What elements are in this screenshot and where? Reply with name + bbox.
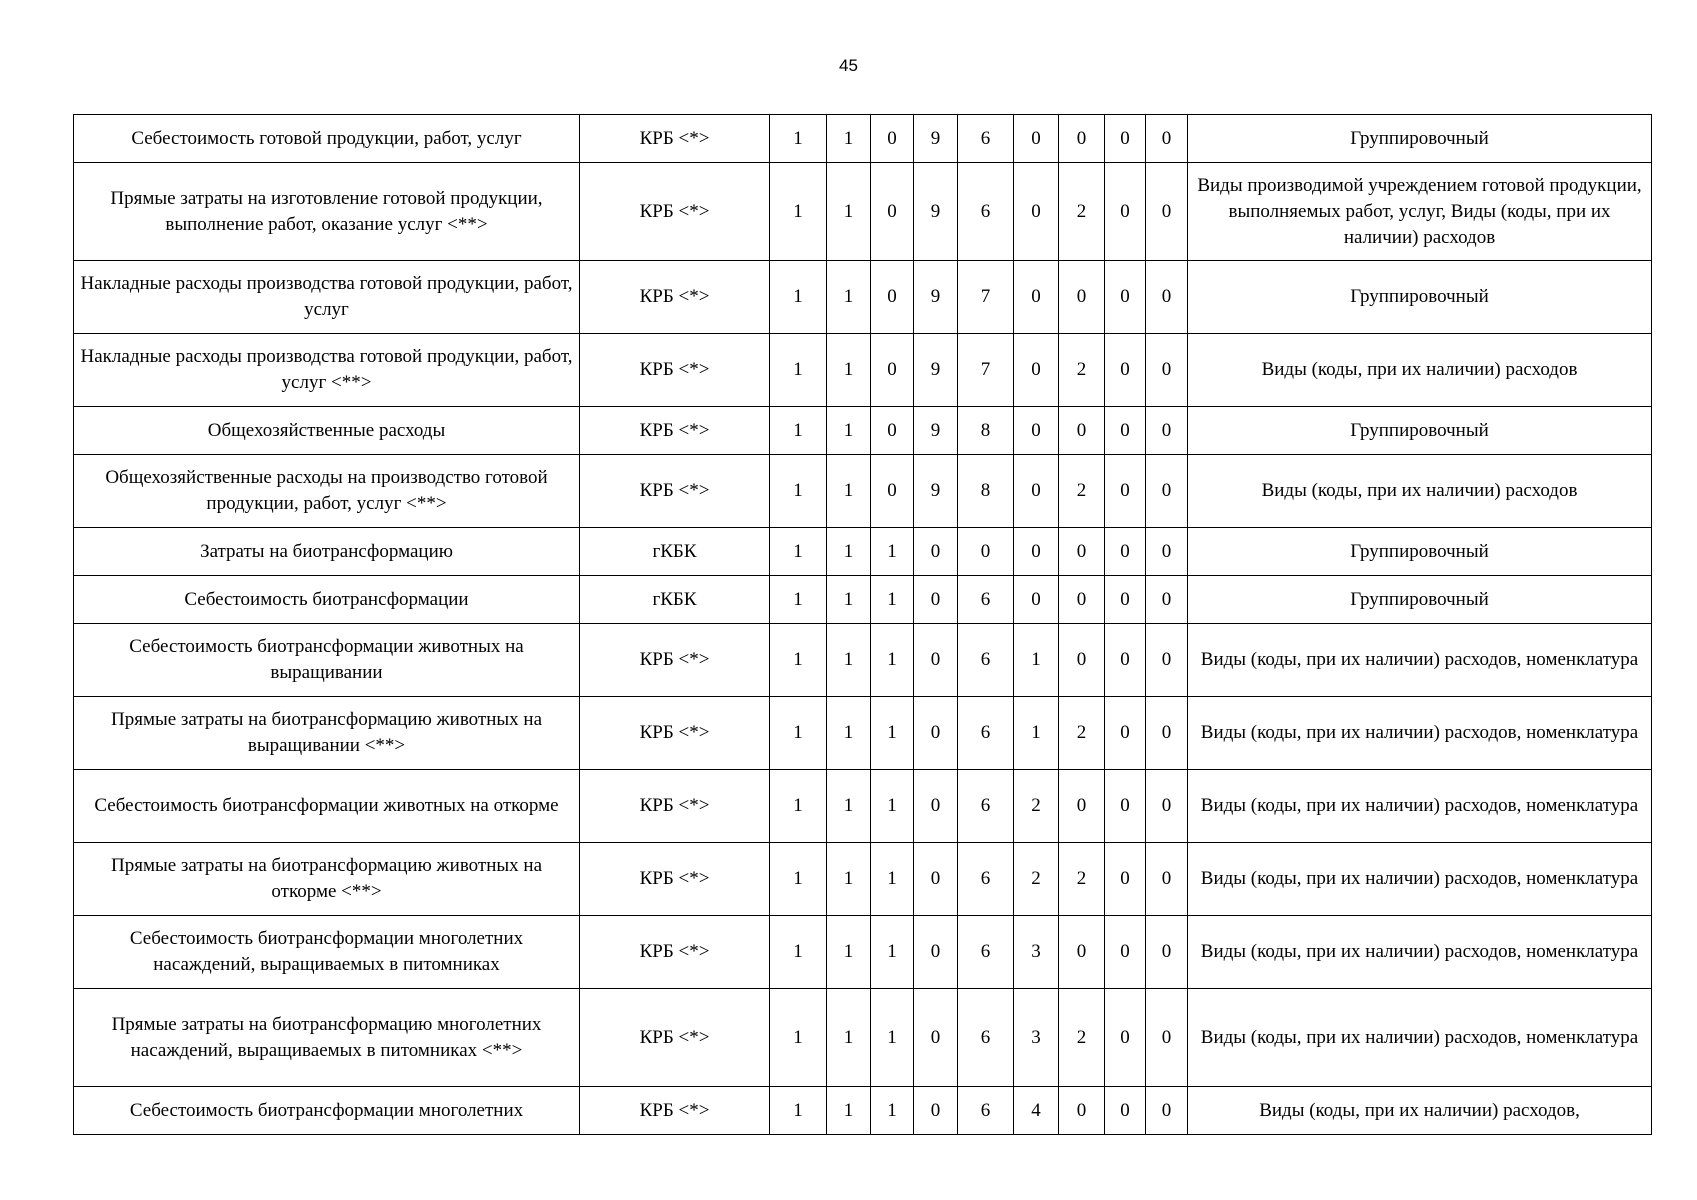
account-digit-cell: 0	[1105, 528, 1146, 576]
account-name-cell: Прямые затраты на изготовление готовой продукции, выполнение работ, оказание услуг <**>	[74, 163, 580, 261]
account-digit-cell: 1	[827, 334, 871, 407]
account-digit-cell: 1	[770, 1087, 827, 1135]
account-digit-cell: 1	[871, 843, 914, 916]
account-digit-cell: 2	[1059, 697, 1105, 770]
account-digit-cell: 0	[1146, 624, 1188, 697]
account-digit-cell: 2	[1059, 989, 1105, 1087]
account-digit-cell: 0	[1146, 407, 1188, 455]
analytics-cell: Виды (коды, при их наличии) расходов, номенклатура	[1188, 770, 1652, 843]
account-digit-cell: 1	[770, 843, 827, 916]
account-digit-cell: 6	[958, 770, 1014, 843]
account-digit-cell: 0	[1059, 1087, 1105, 1135]
analytics-cell: Виды производимой учреждением готовой продукции, выполняемых работ, услуг, Виды (коды, при их наличии) расходов	[1188, 163, 1652, 261]
table-row	[74, 261, 1652, 334]
analytics-cell: Группировочный	[1188, 528, 1652, 576]
account-digit-cell: 0	[871, 115, 914, 163]
analytics-cell: Виды (коды, при их наличии) расходов, номенклатура	[1188, 989, 1652, 1087]
account-digit-cell: 0	[1105, 407, 1146, 455]
table-row	[74, 770, 1652, 843]
account-digit-cell: 0	[1146, 163, 1188, 261]
table-row	[74, 115, 1652, 163]
account-digit-cell: 1	[770, 115, 827, 163]
code-type-cell: КРБ <*>	[580, 261, 770, 334]
analytics-cell: Виды (коды, при их наличии) расходов, номенклатура	[1188, 843, 1652, 916]
account-digit-cell: 0	[871, 407, 914, 455]
account-digit-cell: 0	[1105, 576, 1146, 624]
table-row	[74, 576, 1652, 624]
account-name-cell: Себестоимость готовой продукции, работ, услуг	[74, 115, 580, 163]
account-digit-cell: 6	[958, 697, 1014, 770]
account-digit-cell: 7	[958, 261, 1014, 334]
account-digit-cell: 0	[1146, 455, 1188, 528]
account-digit-cell: 2	[1014, 843, 1059, 916]
account-digit-cell: 6	[958, 163, 1014, 261]
account-digit-cell: 1	[770, 261, 827, 334]
account-digit-cell: 1	[827, 163, 871, 261]
account-digit-cell: 9	[914, 407, 958, 455]
account-digit-cell: 0	[1105, 163, 1146, 261]
account-digit-cell: 0	[1105, 624, 1146, 697]
account-digit-cell: 1	[770, 334, 827, 407]
account-digit-cell: 0	[1105, 455, 1146, 528]
account-digit-cell: 1	[827, 261, 871, 334]
account-digit-cell: 0	[1105, 261, 1146, 334]
account-digit-cell: 9	[914, 115, 958, 163]
account-digit-cell: 0	[1014, 576, 1059, 624]
analytics-cell: Группировочный	[1188, 261, 1652, 334]
account-digit-cell: 9	[914, 163, 958, 261]
account-digit-cell: 1	[827, 1087, 871, 1135]
account-name-cell: Прямые затраты на биотрансформацию животных на откорме <**>	[74, 843, 580, 916]
table-row	[74, 1087, 1652, 1135]
account-digit-cell: 0	[1146, 770, 1188, 843]
account-digit-cell: 0	[1059, 916, 1105, 989]
account-digit-cell: 2	[1059, 163, 1105, 261]
account-digit-cell: 0	[871, 261, 914, 334]
account-digit-cell: 0	[1146, 1087, 1188, 1135]
account-digit-cell: 0	[1146, 697, 1188, 770]
account-digit-cell: 1	[770, 916, 827, 989]
account-digit-cell: 0	[914, 1087, 958, 1135]
account-digit-cell: 1	[871, 697, 914, 770]
account-digit-cell: 0	[1105, 1087, 1146, 1135]
account-name-cell: Накладные расходы производства готовой продукции, работ, услуг <**>	[74, 334, 580, 407]
account-digit-cell: 6	[958, 843, 1014, 916]
account-digit-cell: 1	[770, 624, 827, 697]
account-digit-cell: 0	[1014, 528, 1059, 576]
account-digit-cell: 6	[958, 989, 1014, 1087]
account-digit-cell: 9	[914, 334, 958, 407]
account-digit-cell: 6	[958, 916, 1014, 989]
account-digit-cell: 6	[958, 1087, 1014, 1135]
analytics-cell: Виды (коды, при их наличии) расходов, номенклатура	[1188, 697, 1652, 770]
account-digit-cell: 0	[914, 576, 958, 624]
account-digit-cell: 1	[827, 916, 871, 989]
account-digit-cell: 0	[1146, 576, 1188, 624]
account-digit-cell: 0	[1014, 261, 1059, 334]
account-digit-cell: 0	[1105, 843, 1146, 916]
account-digit-cell: 1	[871, 624, 914, 697]
account-name-cell: Себестоимость биотрансформации животных на выращивании	[74, 624, 580, 697]
analytics-cell: Виды (коды, при их наличии) расходов, номенклатура	[1188, 916, 1652, 989]
account-name-cell: Прямые затраты на биотрансформацию животных на выращивании <**>	[74, 697, 580, 770]
account-digit-cell: 9	[914, 261, 958, 334]
code-type-cell: КРБ <*>	[580, 989, 770, 1087]
account-digit-cell: 1	[770, 407, 827, 455]
table-row	[74, 989, 1652, 1087]
account-digit-cell: 0	[871, 334, 914, 407]
account-name-cell: Себестоимость биотрансформации	[74, 576, 580, 624]
analytics-cell: Группировочный	[1188, 576, 1652, 624]
account-digit-cell: 0	[914, 770, 958, 843]
analytics-cell: Виды (коды, при их наличии) расходов	[1188, 455, 1652, 528]
code-type-cell: КРБ <*>	[580, 163, 770, 261]
account-digit-cell: 0	[1014, 115, 1059, 163]
table-row	[74, 697, 1652, 770]
account-digit-cell: 1	[827, 407, 871, 455]
analytics-cell: Группировочный	[1188, 407, 1652, 455]
account-digit-cell: 0	[1014, 455, 1059, 528]
table-row	[74, 407, 1652, 455]
account-digit-cell: 1	[827, 455, 871, 528]
account-name-cell: Затраты на биотрансформацию	[74, 528, 580, 576]
table-row	[74, 624, 1652, 697]
table-row	[74, 916, 1652, 989]
analytics-cell: Виды (коды, при их наличии) расходов, номенклатура	[1188, 624, 1652, 697]
account-name-cell: Общехозяйственные расходы на производство готовой продукции, работ, услуг <**>	[74, 455, 580, 528]
code-type-cell: КРБ <*>	[580, 843, 770, 916]
account-digit-cell: 1	[827, 624, 871, 697]
account-digit-cell: 1	[770, 528, 827, 576]
account-digit-cell: 1	[827, 989, 871, 1087]
account-digit-cell: 1	[827, 843, 871, 916]
account-name-cell: Накладные расходы производства готовой продукции, работ, услуг	[74, 261, 580, 334]
account-digit-cell: 2	[1059, 334, 1105, 407]
account-digit-cell: 1	[871, 528, 914, 576]
account-digit-cell: 7	[958, 334, 1014, 407]
account-name-cell: Себестоимость биотрансформации многолетних	[74, 1087, 580, 1135]
table-row	[74, 843, 1652, 916]
account-digit-cell: 0	[1146, 843, 1188, 916]
account-name-cell: Прямые затраты на биотрансформацию многолетних насаждений, выращиваемых в питомниках <**>	[74, 989, 580, 1087]
accounts-table	[73, 114, 1652, 1135]
account-name-cell: Себестоимость биотрансформации многолетних насаждений, выращиваемых в питомниках	[74, 916, 580, 989]
account-digit-cell: 1	[770, 770, 827, 843]
account-digit-cell: 2	[1059, 455, 1105, 528]
account-digit-cell: 0	[1146, 115, 1188, 163]
code-type-cell: гКБК	[580, 576, 770, 624]
page-number: 45	[839, 56, 858, 75]
account-digit-cell: 1	[827, 697, 871, 770]
account-digit-cell: 2	[1059, 843, 1105, 916]
account-digit-cell: 6	[958, 115, 1014, 163]
account-digit-cell: 1	[871, 576, 914, 624]
account-digit-cell: 0	[1146, 989, 1188, 1087]
account-digit-cell: 1	[1014, 624, 1059, 697]
account-digit-cell: 1	[770, 576, 827, 624]
account-digit-cell: 0	[914, 624, 958, 697]
account-digit-cell: 2	[1014, 770, 1059, 843]
account-digit-cell: 0	[914, 989, 958, 1087]
account-digit-cell: 8	[958, 455, 1014, 528]
table-row	[74, 334, 1652, 407]
code-type-cell: КРБ <*>	[580, 624, 770, 697]
account-name-cell: Общехозяйственные расходы	[74, 407, 580, 455]
account-digit-cell: 1	[827, 115, 871, 163]
account-digit-cell: 9	[914, 455, 958, 528]
account-digit-cell: 0	[1146, 916, 1188, 989]
account-digit-cell: 1	[770, 697, 827, 770]
account-digit-cell: 1	[1014, 697, 1059, 770]
account-digit-cell: 0	[914, 916, 958, 989]
account-digit-cell: 6	[958, 576, 1014, 624]
code-type-cell: КРБ <*>	[580, 115, 770, 163]
account-digit-cell: 0	[1059, 624, 1105, 697]
account-digit-cell: 1	[827, 576, 871, 624]
code-type-cell: КРБ <*>	[580, 455, 770, 528]
account-digit-cell: 1	[827, 770, 871, 843]
account-digit-cell: 0	[1146, 528, 1188, 576]
account-digit-cell: 1	[871, 916, 914, 989]
account-digit-cell: 0	[1105, 916, 1146, 989]
account-digit-cell: 0	[1014, 407, 1059, 455]
table-row	[74, 163, 1652, 261]
account-digit-cell: 0	[1059, 115, 1105, 163]
account-digit-cell: 0	[1059, 528, 1105, 576]
account-digit-cell: 1	[871, 1087, 914, 1135]
account-digit-cell: 0	[871, 455, 914, 528]
account-digit-cell: 0	[1059, 576, 1105, 624]
table-row	[74, 528, 1652, 576]
analytics-cell: Виды (коды, при их наличии) расходов,	[1188, 1087, 1652, 1135]
account-digit-cell: 0	[1146, 334, 1188, 407]
account-digit-cell: 0	[958, 528, 1014, 576]
account-digit-cell: 1	[770, 455, 827, 528]
analytics-cell: Виды (коды, при их наличии) расходов	[1188, 334, 1652, 407]
code-type-cell: КРБ <*>	[580, 770, 770, 843]
code-type-cell: КРБ <*>	[580, 407, 770, 455]
account-digit-cell: 1	[770, 989, 827, 1087]
account-digit-cell: 0	[1059, 407, 1105, 455]
code-type-cell: КРБ <*>	[580, 1087, 770, 1135]
account-digit-cell: 3	[1014, 989, 1059, 1087]
account-digit-cell: 1	[871, 770, 914, 843]
account-digit-cell: 1	[770, 163, 827, 261]
account-digit-cell: 3	[1014, 916, 1059, 989]
account-digit-cell: 0	[914, 528, 958, 576]
code-type-cell: КРБ <*>	[580, 334, 770, 407]
account-digit-cell: 0	[1059, 770, 1105, 843]
account-digit-cell: 1	[827, 528, 871, 576]
table-row	[74, 455, 1652, 528]
analytics-cell: Группировочный	[1188, 115, 1652, 163]
code-type-cell: гКБК	[580, 528, 770, 576]
account-digit-cell: 8	[958, 407, 1014, 455]
account-digit-cell: 0	[1105, 334, 1146, 407]
code-type-cell: КРБ <*>	[580, 916, 770, 989]
account-digit-cell: 0	[871, 163, 914, 261]
account-digit-cell: 0	[1105, 989, 1146, 1087]
account-digit-cell: 0	[1059, 261, 1105, 334]
account-digit-cell: 0	[1014, 163, 1059, 261]
account-name-cell: Себестоимость биотрансформации животных на откорме	[74, 770, 580, 843]
account-digit-cell: 0	[914, 697, 958, 770]
account-digit-cell: 0	[1105, 697, 1146, 770]
account-digit-cell: 0	[1105, 770, 1146, 843]
account-digit-cell: 0	[1146, 261, 1188, 334]
account-digit-cell: 1	[871, 989, 914, 1087]
account-digit-cell: 4	[1014, 1087, 1059, 1135]
account-digit-cell: 0	[1105, 115, 1146, 163]
account-digit-cell: 0	[1014, 334, 1059, 407]
code-type-cell: КРБ <*>	[580, 697, 770, 770]
account-digit-cell: 0	[914, 843, 958, 916]
account-digit-cell: 6	[958, 624, 1014, 697]
